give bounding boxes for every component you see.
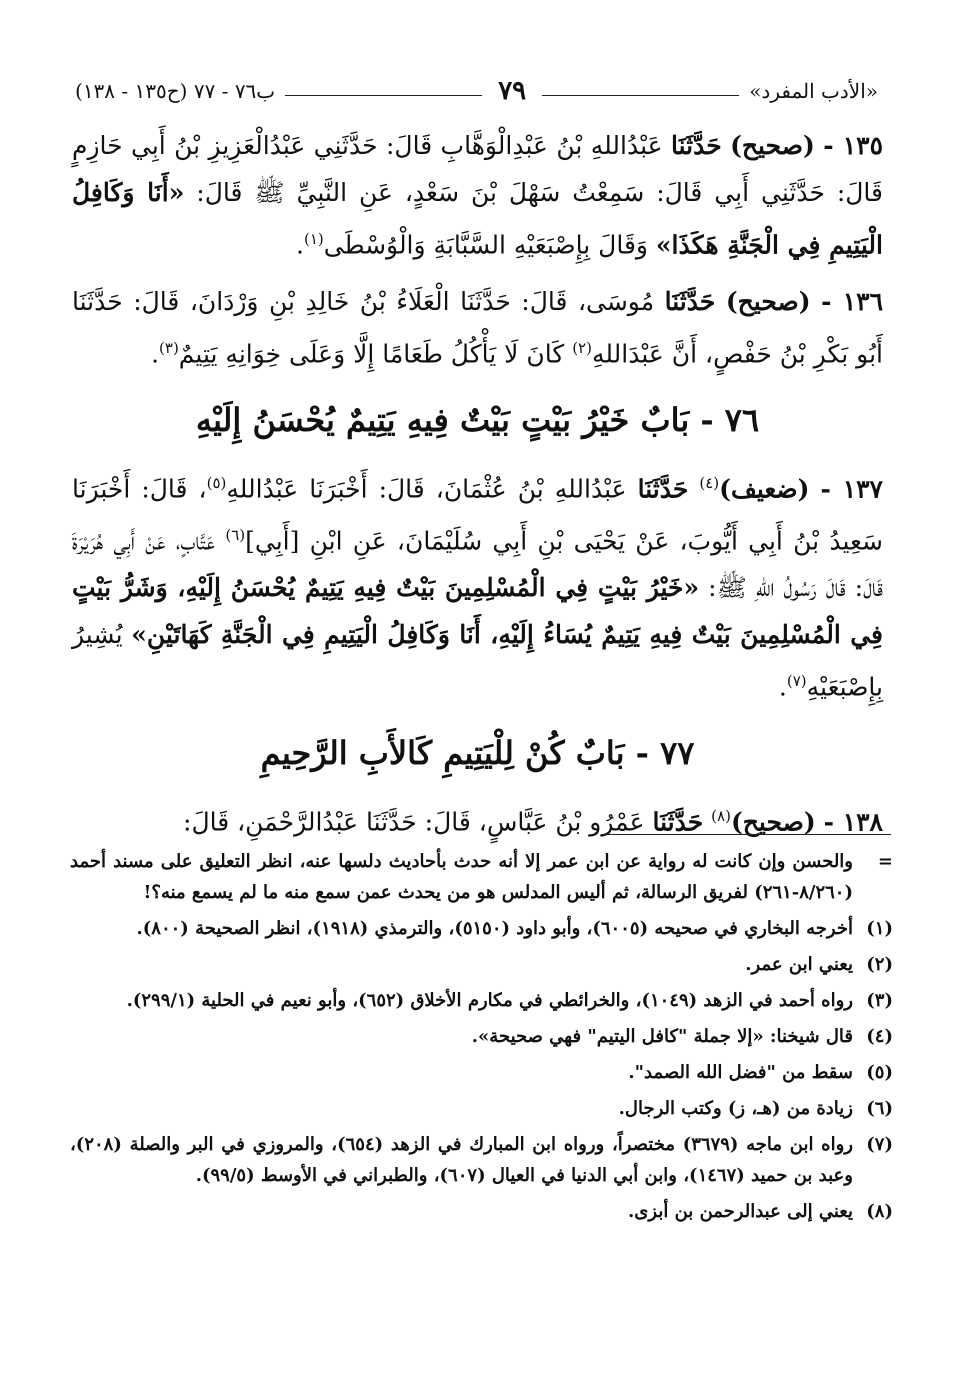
isnad-text: وَقَالَ بِإِصْبَعَيْهِ السَّبَّابَةِ وَالْوُسْطَى [323, 230, 648, 260]
footnote-item [70, 913, 893, 944]
footnote-text: سقط من "فضل الله الصمد". [628, 1062, 853, 1083]
book-title: «الأدب المفرد» [749, 79, 878, 103]
hadith-grade: (صحيح) [730, 806, 816, 836]
isnad-text: مُوسَى، قَالَ: حَدَّثَنَا الْعَلَاءُ بْنُ خَالِدِ بْنِ وَرْدَانَ، قَالَ: حَدَّثَنَا أَبُو بَكْرِ بْنُ حَفْصٍ، أَنَّ عَبْدَاللهِ [72, 287, 883, 369]
footnote-ref: (٥) [206, 473, 227, 492]
hadith-grade: (صحيح) [725, 287, 811, 317]
footnote-item [70, 846, 893, 908]
footnote-ref: (٢) [572, 339, 592, 358]
hadith-number: ١٣٨ - [823, 806, 883, 836]
isnad-text: عَتَّابٍ، عَنْ أَبِي هُرَيْرَةَ قَالَ: قَالَ رَسُولُ اللهِ ﷺ: [72, 526, 884, 603]
chapter-heading-76: ٧٦ - بَابٌ خَيْرُ بَيْتٍ بَيْتٌ فِيهِ يَتِيمٌ يُحْسَنُ إِلَيْهِ [195, 400, 760, 439]
footnote-ref: (٤) [699, 473, 720, 492]
hadith-number: ١٣٧ - [820, 473, 883, 503]
tahdith-word: حَدَّثَنَا [652, 806, 704, 836]
footnote-mark: (٨) [866, 1201, 893, 1222]
chapter-heading-77: ٧٧ - بَابٌ كُنْ لِلْيَتِيمِ كَالأَبِ الرَّحِيمِ [260, 733, 695, 772]
footnote-ref: (٨) [711, 806, 731, 825]
footnote-item [70, 985, 893, 1016]
matn-text: «خَيْرُ بَيْتٍ فِي الْمُسْلِمِينَ بَيْتٌ فِيهِ يَتِيمٌ يُحْسَنُ إِلَيْهِ، وَشَرُّ بَيْتٍ فِي الْمُسْلِمِينَ بَيْتٌ فِيهِ يَتِيمٌ يُسَاءُ إِلَيْهِ، أَنَا وَكَافِلُ الْيَتِيمِ فِي الْجَنَّةِ كَهَاتَيْنِ» [72, 573, 883, 650]
footnote-text: رواه ابن ماجه (٣٦٧٩) مختصراً، ورواه ابن المبارك في الزهد (٦٥٤)، والمروزي في البر والصلة (٢٠٨)، وعبد بن حميد (١٤٦٧)، وابن أبي الدنيا في العيال (٦٠٧)، والطبراني في الأوسط (٩٩/٥). [70, 1134, 853, 1186]
header-rule-right [542, 95, 739, 96]
footnote-mark: (٢) [866, 954, 893, 975]
footnote-item [70, 1057, 893, 1088]
isnad-text: عَمْرُو بْنُ عَبَّاسٍ، قَالَ: حَدَّثَنَا عَبْدُالرَّحْمَنِ، قَالَ: [183, 806, 645, 836]
isnad-text: يُشِيرُ بِإِصْبَعَيْهِ [72, 620, 883, 702]
isnad-text: عَبْدُاللهِ بْنُ عُثْمَانَ، قَالَ: أَخْبَرَنَا عَبْدُاللهِ [226, 473, 627, 503]
footnote-text: والحسن وإن كانت له رواية عن ابن عمر إلا أنه حدث بأحاديث دلسها عنه، انظر التعليق على مسند أحمد (٨/٢٦٠-٢٦١) لفريق الرسالة، ثم أليس المدلس هو من يحدث عمن سمع منه ما لم يسمع منه؟! [70, 851, 853, 903]
footnote-separator [601, 834, 891, 835]
footnote-text: قال شيخنا: «إلا جملة "كافل اليتيم" فهي صحيحة». [471, 1026, 853, 1047]
hadith-138 [72, 793, 883, 845]
tahdith-word: حَدَّثَنَا [670, 131, 722, 160]
footnote-mark: = [877, 851, 893, 872]
isnad-text: عَبْدُاللهِ بْنُ عَبْدِالْوَهَّابِ قَالَ: حَدَّثَنِي عَبْدُالْعَزِيزِ بْنُ أَبِي حَازِمٍ قَالَ: حَدَّثَنِي أَبِي قَالَ: سَمِعْتُ سَهْلَ بْنَ سَعْدٍ، عَنِ النَّبِيِّ ﷺ قَالَ: [72, 131, 884, 207]
footnote-item [70, 1093, 893, 1124]
footnote-item [70, 949, 893, 980]
footnote-text: زيادة من (هـ، ز) وكتب الرجال. [618, 1098, 853, 1119]
footnote-item [70, 1021, 893, 1052]
footnote-text: يعني ابن عمر. [745, 954, 853, 975]
footnote-text: يعني إلى عبدالرحمن بن أبزى. [628, 1201, 853, 1222]
footnote-ref: (٣) [159, 339, 179, 358]
footnote-mark: (٦) [866, 1098, 893, 1119]
hadith-number: ١٣٥ - [823, 131, 884, 160]
matn-text: «أَنَا وَكَافِلُ الْيَتِيمِ فِي الْجَنَّةِ هَكَذَا» [72, 178, 883, 260]
running-header [75, 74, 878, 108]
footnote-mark: (١) [866, 918, 893, 939]
footnote-mark: (٣) [866, 990, 893, 1011]
hadith-grade: (ضعيف) [719, 473, 810, 503]
footnote-mark: (٤) [866, 1026, 893, 1047]
hadith-grade: (صحيح) [730, 131, 815, 160]
footnote-ref: (٧) [786, 672, 807, 691]
hadith-135: ١٣٥ - (صحيح) حَدَّثَنَا عَبْدُاللهِ بْنُ عَبْدِالْوَهَّابِ قَالَ: حَدَّثَنِي عَبْدُالْعَزِيزِ بْنُ أَبِي حَازِمٍ قَالَ: حَدَّثَنِي أَبِي قَالَ: سَمِعْتُ سَهْلَ بْنَ سَعْدٍ، عَنِ النَّبِيِّ ﷺ قَالَ: «أَنَا وَكَافِلُ الْيَتِيمِ فِي الْجَنَّةِ هَكَذَا» وَقَالَ بِإِصْبَعَيْهِ السَّبَّابَةِ وَالْوُسْطَى$^{(١)}$. [72, 131, 884, 260]
footnote-text: رواه أحمد في الزهد (١٠٤٩)، والخرائطي في مكارم الأخلاق (٦٥٢)، وأبو نعيم في الحلية (٢٩٩/١). [126, 990, 853, 1011]
isnad-text: كَانَ لَا يَأْكُلُ طَعَامًا إِلَّا وَعَلَى خِوَانِهِ يَتِيمٌ [178, 339, 565, 369]
isnad-text: ، قَالَ: أَخْبَرَنَا سَعِيدُ بْنُ أَبِي أَيُّوبَ، عَنْ يَحْيَى بْنِ أَبِي سُلَيْمَانَ، عَنِ ابْنِ [أَبِي] [72, 473, 883, 556]
hadith-137: ١٣٧ - (ضعيف)$^{(٤)}$ حَدَّثَنَا عَبْدُاللهِ بْنُ عُثْمَانَ، قَالَ: أَخْبَرَنَا عَبْدُاللهِ$^{(٥)}$، قَالَ: أَخْبَرَنَا سَعِيدُ بْنُ أَبِي أَيُّوبَ، عَنْ يَحْيَى بْنِ أَبِي سُلَيْمَانَ، عَنِ ابْنِ [أَبِي]$^{(٦)}$ عَتَّابٍ، عَنْ أَبِي هُرَيْرَةَ قَالَ: قَالَ رَسُولُ اللهِ ﷺ: «خَيْرُ بَيْتٍ فِي الْمُسْلِمِينَ بَيْتٌ فِيهِ يَتِيمٌ يُحْسَنُ إِلَيْهِ، وَشَرُّ بَيْتٍ فِي الْمُسْلِمِينَ بَيْتٌ فِيهِ يَتِيمٌ يُسَاءُ إِلَيْهِ، أَنَا وَكَافِلُ الْيَتِيمِ فِي الْجَنَّةِ كَهَاتَيْنِ» يُشِيرُ بِإِصْبَعَيْهِ$^{(٧)}$. [72, 473, 884, 702]
footnote-ref: (١) [303, 230, 324, 248]
page-number: ٧٩ [498, 76, 527, 106]
footnote-item [70, 1196, 893, 1227]
footnote-ref: (٦) [225, 525, 246, 544]
footnote-item [70, 1129, 893, 1191]
footnote-text: أخرجه البخاري في صحيحه (٦٠٠٥)، وأبو داود (٥١٥٠)، والترمذي (١٩١٨)، انظر الصحيحة (٨٠٠). [136, 918, 853, 939]
header-rule-left [285, 95, 482, 96]
hadith-number: ١٣٦ - [821, 287, 884, 317]
tahdith-word: حَدَّثَنَا [664, 287, 716, 317]
footnote-mark: (٧) [866, 1134, 893, 1155]
tahdith-word: حَدَّثَنَا [637, 473, 689, 503]
footnote-mark: (٥) [866, 1062, 893, 1083]
footnotes [70, 846, 893, 1232]
main-text [72, 122, 883, 855]
header-reference: ب٧٦ - ٧٧ (ح١٣٥ - ١٣٨) [75, 79, 276, 103]
hadith-136: ١٣٦ - (صحيح) حَدَّثَنَا مُوسَى، قَالَ: حَدَّثَنَا الْعَلَاءُ بْنُ خَالِدِ بْنِ وَرْدَانَ، قَالَ: حَدَّثَنَا أَبُو بَكْرِ بْنُ حَفْصٍ، أَنَّ عَبْدَاللهِ$^{(٢)}$ كَانَ لَا يَأْكُلُ طَعَامًا إِلَّا وَعَلَى خِوَانِهِ يَتِيمٌ$^{(٣)}$. [72, 287, 884, 369]
